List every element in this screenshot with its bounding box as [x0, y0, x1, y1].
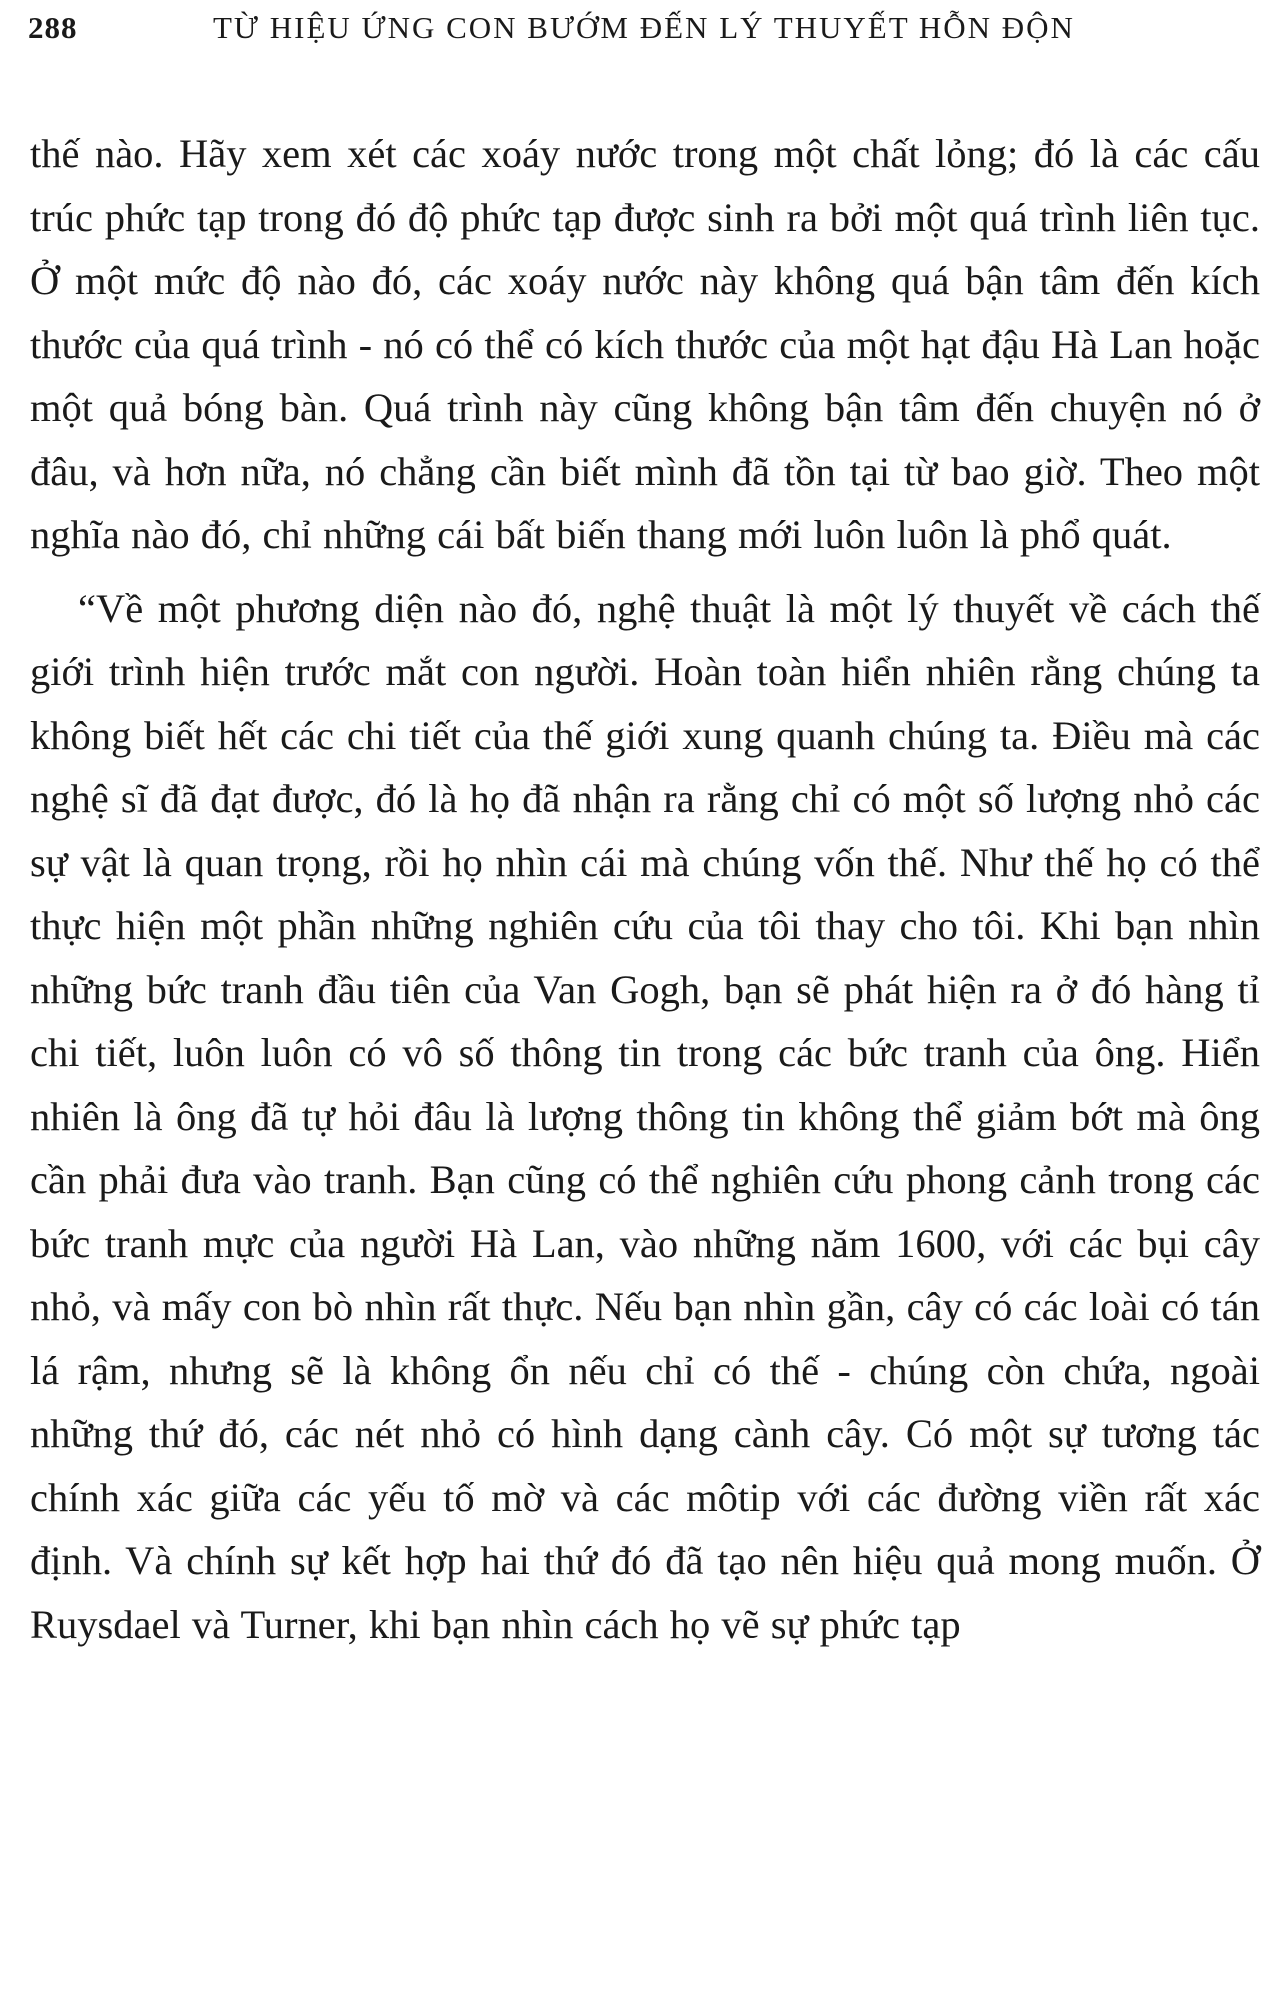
- running-header: [28, 8, 1268, 48]
- paragraph-2: “Về một phương diện nào đó, nghệ thuật là một lý thuyết về cách thế giới trình hiện trước mắt con người. Hoàn toàn hiển nhiên rằng chúng ta không biết hết các chi tiết của thế giới xung quanh chúng ta. Điều mà các nghệ sĩ đã đạt được, đó là họ đã nhận ra rằng chỉ có một số lượng nhỏ các sự vật là quan trọng, rồi họ nhìn cái mà chúng vốn thế. Như thế họ có thể thực hiện một phần những nghiên cứu của tôi thay cho tôi. Khi bạn nhìn những bức tranh đầu tiên của Van Gogh, bạn sẽ phát hiện ra ở đó hàng tỉ chi tiết, luôn luôn có vô số thông tin trong các bức tranh của ông. Hiển nhiên là ông đã tự hỏi đâu là lượng thông tin không thể giảm bớt mà ông cần phải đưa vào tranh. Bạn cũng có thể nghiên cứu phong cảnh trong các bức tranh mực của người Hà Lan, vào những năm 1600, với các bụi cây nhỏ, và mấy con bò nhìn rất thực. Nếu bạn nhìn gần, cây có các loài có tán lá rậm, nhưng sẽ là không ổn nếu chỉ có thế - chúng còn chứa, ngoài những thứ đó, các nét nhỏ có hình dạng cành cây. Có một sự tương tác chính xác giữa các yếu tố mờ và các môtip với các đường viền rất xác định. Và chính sự kết hợp hai thứ đó đã tạo nên hiệu quả mong muốn. Ở Ruysdael và Turner, khi bạn nhìn cách họ vẽ sự phức tạp: [30, 585, 1260, 1647]
- page-number: 288: [28, 10, 78, 45]
- running-title: TỪ HIỆU ỨNG CON BƯỚM ĐẾN LÝ THUYẾT HỖN ĐỘN: [213, 10, 1075, 45]
- paragraph-1: thế nào. Hãy xem xét các xoáy nước trong một chất lỏng; đó là các cấu trúc phức tạp trong đó độ phức tạp được sinh ra bởi một quá trình liên tục. Ở một mức độ nào đó, các xoáy nước này không quá bận tâm đến kích thước của quá trình - nó có thể có kích thước của một hạt đậu Hà Lan hoặc một quả bóng bàn. Quá trình này cũng không bận tâm đến chuyện nó ở đâu, và hơn nữa, nó chẳng cần biết mình đã tồn tại từ bao giờ. Theo một nghĩa nào đó, chỉ những cái bất biến thang mới luôn luôn là phổ quát.: [30, 131, 1260, 557]
- body-text: [30, 122, 1260, 1656]
